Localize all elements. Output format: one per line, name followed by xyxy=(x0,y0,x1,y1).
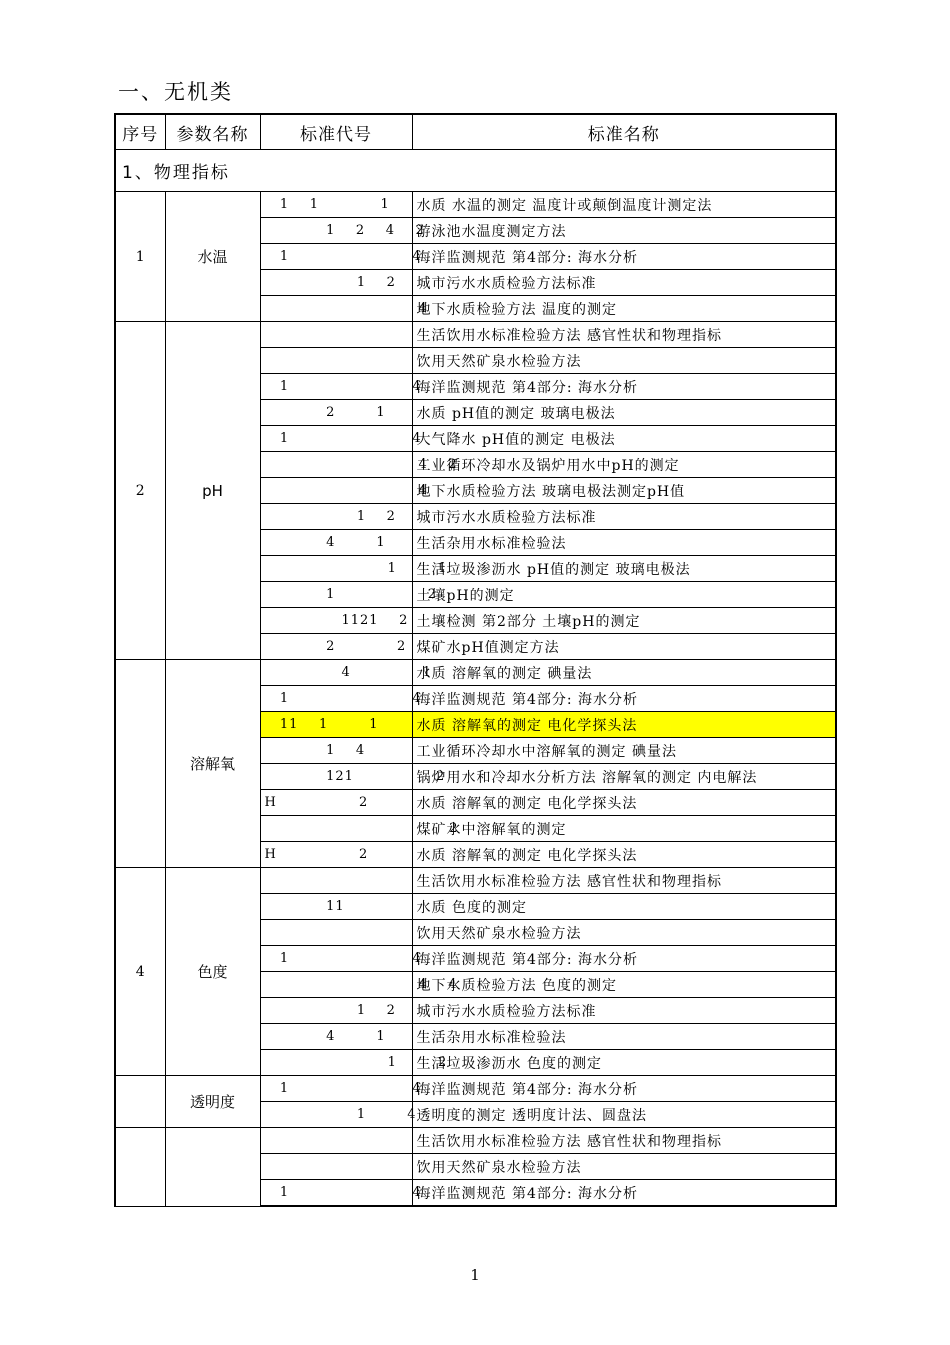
param-name-cell: pH xyxy=(165,322,260,660)
standard-code-cell: 11 1 1 xyxy=(260,712,412,738)
standard-code-cell: 1 4 xyxy=(260,686,412,712)
standard-name-cell: 饮用天然矿泉水检验方法 xyxy=(412,1154,836,1180)
standard-name-cell: 水质 溶解氧的测定 电化学探头法 xyxy=(412,790,836,816)
table-row xyxy=(115,192,836,218)
standards-table xyxy=(114,113,837,1207)
standard-code-cell: 2 xyxy=(260,816,412,842)
seq-cell xyxy=(115,1128,165,1207)
seq-cell: 2 xyxy=(115,322,165,660)
standard-name-cell: 煤矿水pH值测定方法 xyxy=(412,634,836,660)
standard-name-cell: 锅炉用水和冷却水分析方法 溶解氧的测定 内电解法 xyxy=(412,764,836,790)
standard-code-cell: 4 4 xyxy=(260,972,412,998)
standard-name-cell: 城市污水水质检验方法标准 xyxy=(412,998,836,1024)
standard-code-cell: 1 1 xyxy=(260,556,412,582)
standard-code-cell: 1 2 xyxy=(260,504,412,530)
standard-name-cell: 土壤检测 第2部分 土壤pH的测定 xyxy=(412,608,836,634)
standard-code-cell: 4 2 xyxy=(260,452,412,478)
standard-code-cell: 4 xyxy=(260,478,412,504)
standard-code-cell: 1 2 xyxy=(260,582,412,608)
seq-cell: 4 xyxy=(115,868,165,1076)
standard-name-cell: 饮用天然矿泉水检验方法 xyxy=(412,920,836,946)
standard-code-cell: 11 xyxy=(260,894,412,920)
standard-name-cell: 地下水质检验方法 玻璃电极法测定pH值 xyxy=(412,478,836,504)
standard-name-cell: 透明度的测定 透明度计法、圆盘法 xyxy=(412,1102,836,1128)
standard-name-cell: 生活饮用水标准检验方法 感官性状和物理指标 xyxy=(412,868,836,894)
header-standard-name: 标准名称 xyxy=(412,114,836,150)
standard-code-cell: H 2 xyxy=(260,842,412,868)
standard-code-cell: 1 1 1 xyxy=(260,192,412,218)
standard-code-cell xyxy=(260,322,412,348)
standard-name-cell: 海洋监测规范 第4部分: 海水分析 xyxy=(412,1180,836,1207)
standard-code-cell: 1 2 xyxy=(260,270,412,296)
standard-code-cell: 1 2 xyxy=(260,998,412,1024)
standard-code-cell: 1121 2 xyxy=(260,608,412,634)
table-row xyxy=(115,1076,836,1102)
standard-name-cell: 地下水质检验方法 温度的测定 xyxy=(412,296,836,322)
section-heading: 一、无机类 xyxy=(118,80,233,104)
standard-code-cell: 1 4 xyxy=(260,1102,412,1128)
standard-name-cell: 游泳池水温度测定方法 xyxy=(412,218,836,244)
seq-cell xyxy=(115,1076,165,1128)
standard-code-cell xyxy=(260,920,412,946)
page-number: 1 xyxy=(470,1266,480,1284)
table-row xyxy=(115,660,836,686)
table-row xyxy=(115,1128,836,1154)
standard-name-cell: 生活杂用水标准检验法 xyxy=(412,530,836,556)
category-row xyxy=(115,150,836,192)
header-seq: 序号 xyxy=(115,114,165,150)
standard-name-cell: 煤矿水中溶解氧的测定 xyxy=(412,816,836,842)
standard-name-cell: 生活饮用水标准检验方法 感官性状和物理指标 xyxy=(412,1128,836,1154)
param-name-cell: 水温 xyxy=(165,192,260,322)
standard-name-cell: 水质 溶解氧的测定 碘量法 xyxy=(412,660,836,686)
standard-code-cell: 2 2 xyxy=(260,634,412,660)
param-name-cell: 色度 xyxy=(165,868,260,1076)
standard-code-cell: 4 xyxy=(260,296,412,322)
header-param-name: 参数名称 xyxy=(165,114,260,150)
standard-name-cell: 海洋监测规范 第4部分: 海水分析 xyxy=(412,946,836,972)
param-name-cell: 溶解氧 xyxy=(165,660,260,868)
standard-code-cell: 121 2 xyxy=(260,764,412,790)
standard-code-cell: 1 4 xyxy=(260,374,412,400)
category-label: 1、物理指标 xyxy=(115,150,836,192)
table-header-row xyxy=(115,114,836,150)
standard-name-cell: 海洋监测规范 第4部分: 海水分析 xyxy=(412,686,836,712)
standard-code-cell: 1 4 xyxy=(260,244,412,270)
standard-code-cell xyxy=(260,348,412,374)
seq-cell xyxy=(115,660,165,868)
standard-code-cell xyxy=(260,1128,412,1154)
standard-code-cell: 1 4 xyxy=(260,1180,412,1207)
standard-code-cell: 1 4 xyxy=(260,946,412,972)
standard-name-cell: 海洋监测规范 第4部分: 海水分析 xyxy=(412,1076,836,1102)
standard-code-cell: 1 4 xyxy=(260,426,412,452)
standard-code-cell: H 2 xyxy=(260,790,412,816)
seq-cell: 1 xyxy=(115,192,165,322)
standard-name-cell: 海洋监测规范 第4部分: 海水分析 xyxy=(412,374,836,400)
standard-code-cell: 1 2 4 2 xyxy=(260,218,412,244)
standard-name-cell: 水质 溶解氧的测定 电化学探头法 xyxy=(412,712,836,738)
standard-code-cell: 4 1 xyxy=(260,530,412,556)
standard-name-cell: 工业循环冷却水及锅炉用水中pH的测定 xyxy=(412,452,836,478)
table-row xyxy=(115,868,836,894)
standard-code-cell xyxy=(260,868,412,894)
standard-code-cell: 1 4 xyxy=(260,738,412,764)
standard-name-cell: 生活杂用水标准检验法 xyxy=(412,1024,836,1050)
standard-name-cell: 城市污水水质检验方法标准 xyxy=(412,504,836,530)
param-name-cell xyxy=(165,1128,260,1207)
standard-code-cell: 1 4 xyxy=(260,1076,412,1102)
standard-code-cell: 2 1 xyxy=(260,400,412,426)
header-standard-code: 标准代号 xyxy=(260,114,412,150)
standard-name-cell: 水质 色度的测定 xyxy=(412,894,836,920)
param-name-cell: 透明度 xyxy=(165,1076,260,1128)
standard-code-cell xyxy=(260,1154,412,1180)
standard-name-cell: 生活垃圾渗沥水 pH值的测定 玻璃电极法 xyxy=(412,556,836,582)
standard-name-cell: 工业循环冷却水中溶解氧的测定 碘量法 xyxy=(412,738,836,764)
standard-name-cell: 海洋监测规范 第4部分: 海水分析 xyxy=(412,244,836,270)
standard-name-cell: 生活垃圾渗沥水 色度的测定 xyxy=(412,1050,836,1076)
standard-name-cell: 生活饮用水标准检验方法 感官性状和物理指标 xyxy=(412,322,836,348)
standard-name-cell: 水质 水温的测定 温度计或颠倒温度计测定法 xyxy=(412,192,836,218)
standard-name-cell: 地下水质检验方法 色度的测定 xyxy=(412,972,836,998)
standard-name-cell: 大气降水 pH值的测定 电极法 xyxy=(412,426,836,452)
table-row xyxy=(115,322,836,348)
standard-code-cell: 4 1 xyxy=(260,660,412,686)
standard-name-cell: 土壤pH的测定 xyxy=(412,582,836,608)
standard-name-cell: 水质 溶解氧的测定 电化学探头法 xyxy=(412,842,836,868)
standard-code-cell: 4 1 xyxy=(260,1024,412,1050)
standard-name-cell: 城市污水水质检验方法标准 xyxy=(412,270,836,296)
standard-name-cell: 饮用天然矿泉水检验方法 xyxy=(412,348,836,374)
standard-name-cell: 水质 pH值的测定 玻璃电极法 xyxy=(412,400,836,426)
standard-code-cell: 1 2 xyxy=(260,1050,412,1076)
